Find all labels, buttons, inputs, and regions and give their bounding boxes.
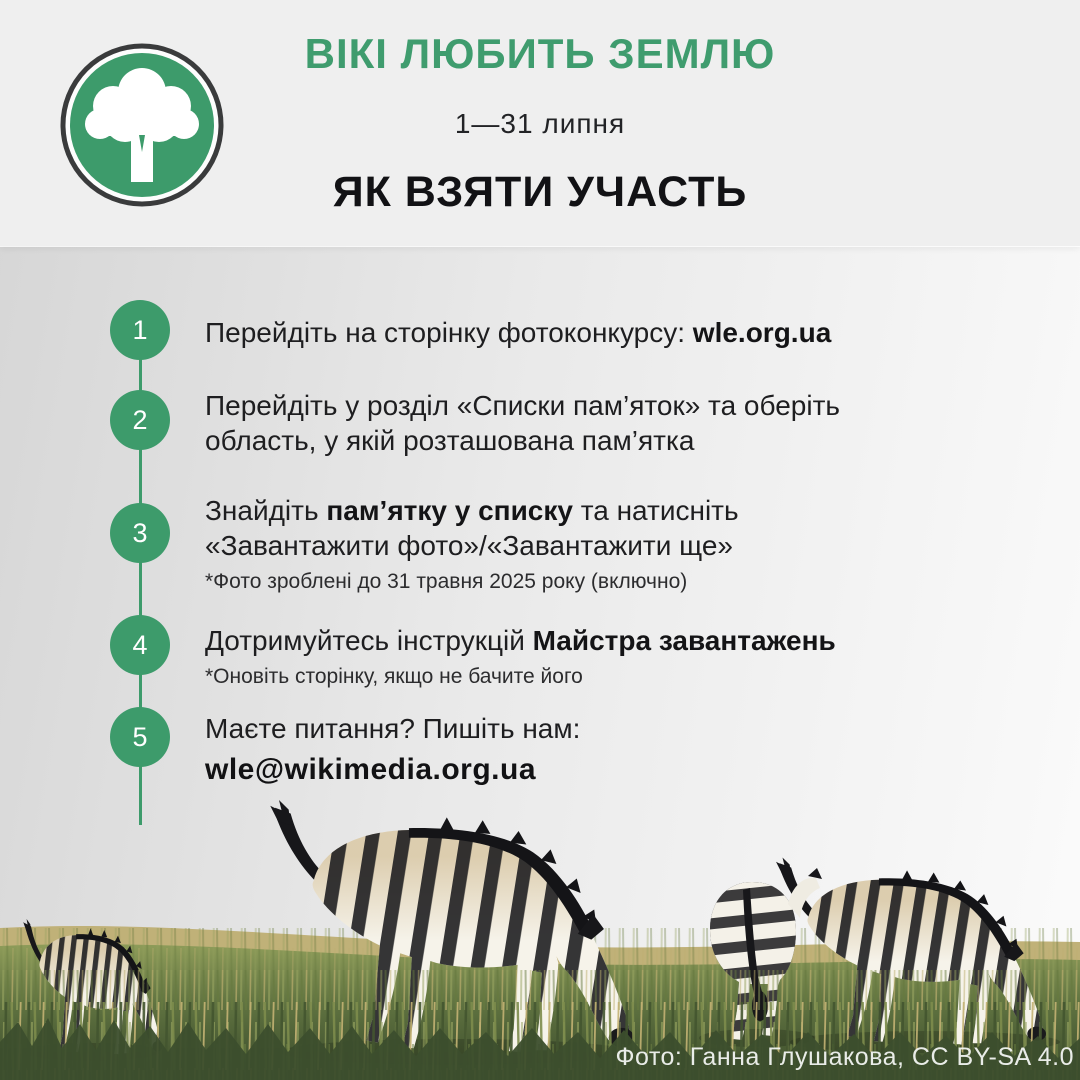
step-number: 4 [132,629,148,660]
photo-credit: Фото: Ганна Глушакова, CC BY-SA 4.0 [615,1043,1074,1071]
step-3-text [205,493,965,595]
step-2-line1: Перейдіть у розділ «Списки пам’яток» та оберіть [205,390,840,421]
steps-list [0,246,1080,806]
step-number-badge [110,390,170,450]
step-number: 2 [132,404,148,435]
step-number: 1 [132,314,148,345]
step-1-text [205,315,965,350]
step-number-badge [110,300,170,360]
date-range: 1—31 липня [454,108,626,139]
zebra-photo [0,770,1080,1080]
section-heading: ЯК ВЗЯТИ УЧАСТЬ [332,168,748,216]
step-1-label: Перейдіть на сторінку фотоконкурсу: [205,317,693,348]
step-3-suffix: та натисніть [572,495,739,526]
step-4-prefix: Дотримуйтесь інструкцій [205,625,533,656]
contest-url: wle.org.ua [692,317,832,348]
step-3-bold: пам’ятку у списку [326,495,573,526]
step-2-text [205,388,965,458]
step-3-line2: «Завантажити фото»/«Завантажити ще» [205,530,733,561]
step-4-bold: Майстра завантажень [532,625,836,656]
step-number-badge [110,707,170,767]
step-number: 5 [132,721,148,752]
step-4-footnote: *Оновіть сторінку, якщо не бачите його [205,665,583,688]
step-3-prefix: Знайдіть [205,495,327,526]
contest-title: ВІКІ ЛЮБИТЬ ЗЕМЛЮ [304,30,776,77]
step-2-line2: область, у якій розташована пам’ятка [205,425,695,456]
step-5-line1: Маєте питання? Пишіть нам: [205,713,581,744]
contact-email: wle@wikimedia.org.ua [205,753,537,786]
step-number-badge [110,503,170,563]
step-number: 3 [132,517,148,548]
step-number-badge [110,615,170,675]
header [0,0,1080,246]
step-3-footnote: *Фото зроблені до 31 травня 2025 року (включно) [205,570,688,593]
step-4-text [205,623,965,690]
zebra-scene-svg [0,770,1080,1080]
